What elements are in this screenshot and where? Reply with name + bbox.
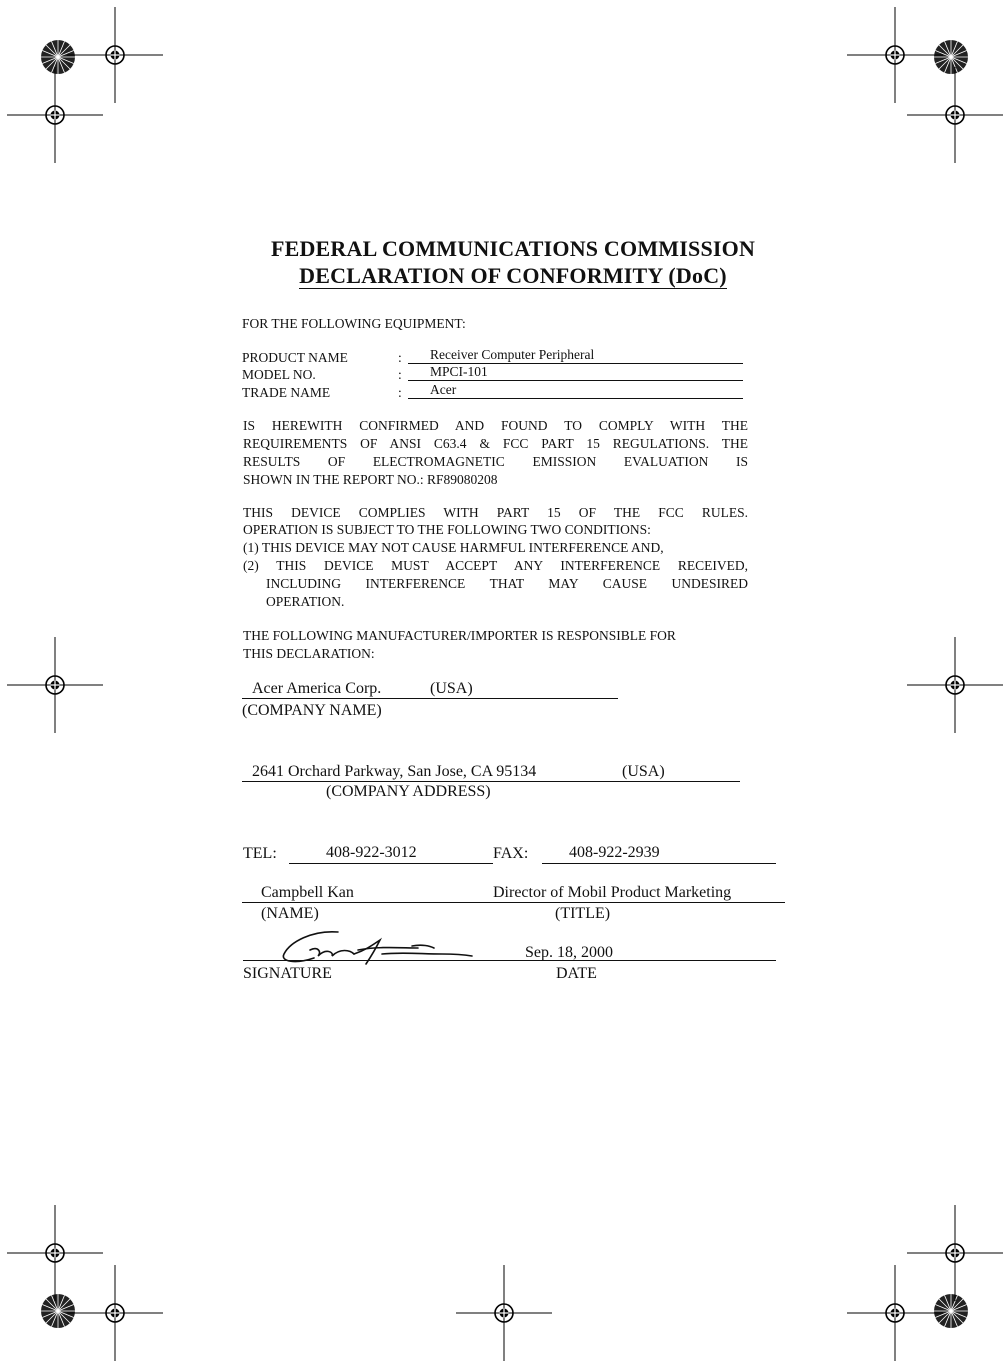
trade-name-value: Acer xyxy=(408,382,743,399)
compliance-line: (1) THIS DEVICE MAY NOT CAUSE HARMFUL INTERFERENCE AND, xyxy=(243,540,664,555)
crosshair-icon xyxy=(847,1265,943,1361)
fax-value: 408-922-2939 xyxy=(569,844,660,861)
compliance-line: INCLUDING INTERFERENCE THAT MAY CAUSE UNDESIRED xyxy=(266,576,748,591)
star-target-icon xyxy=(934,40,968,74)
crosshair-icon xyxy=(67,1265,163,1361)
crosshair-icon xyxy=(847,7,943,103)
signatory-title: Director of Mobil Product Marketing xyxy=(493,884,732,901)
product-name-value: Receiver Computer Peripheral xyxy=(408,347,743,364)
compliance-line: (2) THIS DEVICE MUST ACCEPT ANY INTERFERENCE RECEIVED, xyxy=(243,558,748,573)
crosshair-icon xyxy=(7,637,103,733)
crosshair-icon xyxy=(907,637,1003,733)
handwritten-signature xyxy=(262,924,482,966)
company-name-country: (USA) xyxy=(430,680,473,697)
crosshair-icon xyxy=(67,7,163,103)
date-caption: DATE xyxy=(556,965,597,982)
compliance-line: OPERATION. xyxy=(266,594,345,609)
confirm-line: RESULTS OF ELECTROMAGNETIC EMISSION EVALUATION IS xyxy=(243,454,748,469)
star-target-icon xyxy=(41,1294,75,1328)
model-no-value: MPCI-101 xyxy=(408,364,743,381)
crosshair-icon xyxy=(907,67,1003,163)
responsible-line: THIS DECLARATION: xyxy=(243,646,375,661)
colon: : xyxy=(398,367,402,382)
crosshair-icon xyxy=(456,1265,552,1361)
responsible-line: THE FOLLOWING MANUFACTURER/IMPORTER IS RESPONSIBLE FOR xyxy=(243,628,676,643)
colon: : xyxy=(398,350,402,365)
tel-label: TEL: xyxy=(243,845,277,862)
compliance-line: THIS DEVICE COMPLIES WITH PART 15 OF THE FCC RULES. xyxy=(243,505,748,520)
title-caption: (TITLE) xyxy=(555,905,611,922)
crosshair-icon xyxy=(907,1205,1003,1301)
colon: : xyxy=(398,385,402,400)
document-subtitle xyxy=(256,263,770,289)
tel-value: 408-922-3012 xyxy=(326,844,417,861)
confirm-line: SHOWN IN THE REPORT NO.: RF89080208 xyxy=(243,472,498,487)
crosshair-icon xyxy=(7,1205,103,1301)
crosshair-icon xyxy=(7,67,103,163)
company-name: Acer America Corp. xyxy=(252,680,382,697)
confirm-line: REQUIREMENTS OF ANSI C63.4 & FCC PART 15 REGULATIONS. THE xyxy=(243,436,748,451)
document-title: FEDERAL COMMUNICATIONS COMMISSION xyxy=(270,236,756,261)
fax-label: FAX: xyxy=(493,845,529,862)
signatory-name: Campbell Kan xyxy=(261,884,354,901)
signature-caption: SIGNATURE xyxy=(243,965,332,982)
company-address: 2641 Orchard Parkway, San Jose, CA 95134 xyxy=(252,763,537,780)
company-address-country: (USA) xyxy=(622,763,665,780)
compliance-line: OPERATION IS SUBJECT TO THE FOLLOWING TWO CONDITIONS: xyxy=(243,522,651,537)
trade-name-label: TRADE NAME xyxy=(242,385,331,400)
star-target-icon xyxy=(41,40,75,74)
model-no-label: MODEL NO. xyxy=(242,367,316,382)
doc-subtitle-text: DECLARATION OF CONFORMITY (DoC) xyxy=(299,263,727,288)
equipment-intro: FOR THE FOLLOWING EQUIPMENT: xyxy=(242,316,466,331)
signature-date: Sep. 18, 2000 xyxy=(525,944,613,961)
company-name-caption: (COMPANY NAME) xyxy=(242,702,382,719)
star-target-icon xyxy=(934,1294,968,1328)
company-address-caption: (COMPANY ADDRESS) xyxy=(326,783,491,800)
product-name-label: PRODUCT NAME xyxy=(242,350,348,365)
confirm-line: IS HEREWITH CONFIRMED AND FOUND TO COMPLY WITH THE xyxy=(243,418,748,433)
name-caption: (NAME) xyxy=(261,905,319,922)
